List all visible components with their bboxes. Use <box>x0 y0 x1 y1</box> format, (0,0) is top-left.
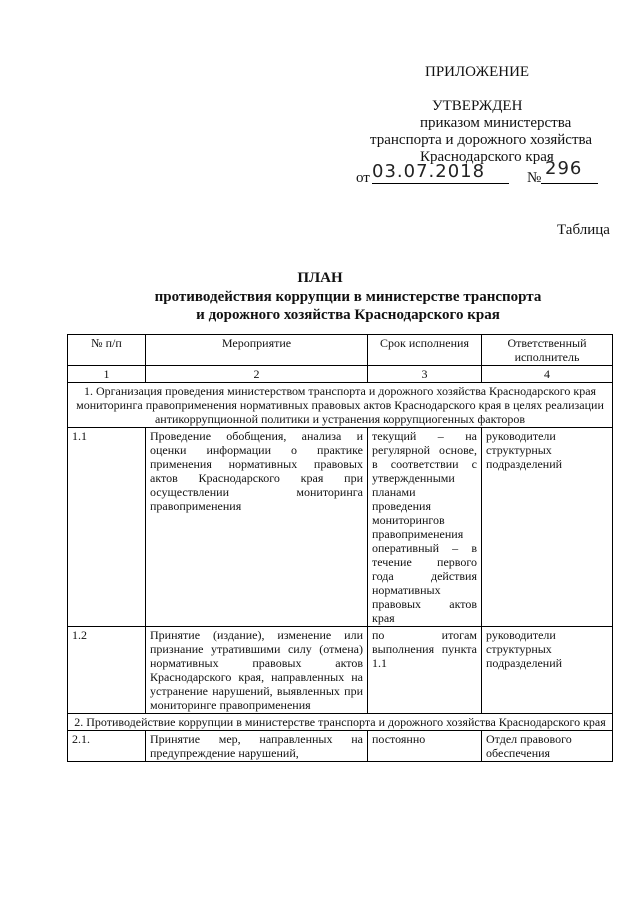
appendix-label: ПРИЛОЖЕНИЕ <box>425 64 530 80</box>
header-term: Срок исполнения <box>368 335 482 366</box>
row-num: 1.1 <box>68 428 146 627</box>
section-1-title: 1. Организация проведения министерством транспорта и дорожного хозяйства Краснодарского края мониторинга правоприменения нормативных правовых актов Краснодарского края в целях реализации антикоррупционной политики и устранения коррупциогенных факторов <box>68 383 613 428</box>
table-row <box>68 731 613 762</box>
row-term: по итогам выполнения пункта 1.1 <box>368 627 482 714</box>
header-num: № п/п <box>68 335 146 366</box>
section-2-title: 2. Противодействие коррупции в министерстве транспорта и дорожного хозяйства Краснодарского края <box>68 714 613 731</box>
date-prefix: от <box>356 170 370 186</box>
col-number: 4 <box>482 366 613 383</box>
row-num: 2.1. <box>68 731 146 762</box>
date-underline <box>372 183 509 184</box>
table-header-row <box>68 335 613 366</box>
number-value-handwritten: 296 <box>545 158 583 179</box>
table-row <box>68 627 613 714</box>
col-number: 1 <box>68 366 146 383</box>
column-numbers-row <box>68 366 613 383</box>
plan-table <box>67 334 613 762</box>
row-responsible: Отдел правового обеспечения <box>482 731 613 762</box>
col-number: 2 <box>146 366 368 383</box>
date-value-handwritten: 03.07.2018 <box>372 161 486 182</box>
approved-label: УТВЕРЖДЕН <box>432 98 523 114</box>
col-number: 3 <box>368 366 482 383</box>
header-measure: Мероприятие <box>146 335 368 366</box>
number-underline <box>541 183 598 184</box>
section-row <box>68 714 613 731</box>
row-num: 1.2 <box>68 627 146 714</box>
approved-line-3: Краснодарского края <box>420 149 554 165</box>
row-term: постоянно <box>368 731 482 762</box>
number-prefix: № <box>527 170 542 186</box>
table-label: Таблица <box>557 222 610 238</box>
row-measure: Проведение обобщения, анализа и оценки информации о практике применения нормативных правовых актов Краснодарского края при осуществлении мониторинга правоприменения <box>146 428 368 627</box>
row-measure: Принятие (издание), изменение или признание утратившими силу (отмена) нормативных правовых актов Краснодарского края, направленных на устранение нарушений, выявленных при мониторинге правоприменения <box>146 627 368 714</box>
row-term: текущий – на регулярной основе, в соответствии с утвержденными планами проведения мониторингов правоприменения оперативный – в течение первого года действия нормативных правовых актов края <box>368 428 482 627</box>
table-row <box>68 428 613 627</box>
section-row <box>68 383 613 428</box>
approved-line-2: транспорта и дорожного хозяйства <box>370 132 593 148</box>
header-responsible: Ответственный исполнитель <box>482 335 613 366</box>
plan-subtitle-1: противодействия коррупции в министерстве транспорта <box>154 289 542 305</box>
plan-title: ПЛАН <box>297 270 343 286</box>
row-responsible: руководители структурных подразделений <box>482 428 613 627</box>
row-responsible: руководители структурных подразделений <box>482 627 613 714</box>
row-measure: Принятие мер, направленных на предупреждение нарушений, <box>146 731 368 762</box>
plan-subtitle-2: и дорожного хозяйства Краснодарского края <box>196 307 500 323</box>
approved-line-1: приказом министерства <box>420 115 572 131</box>
